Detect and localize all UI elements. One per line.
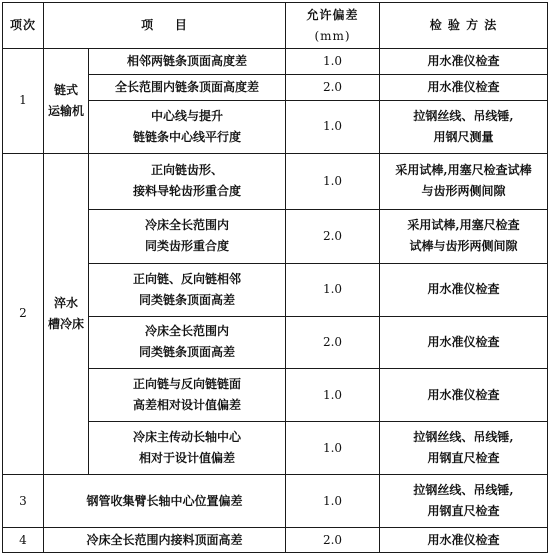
method-cell [380,209,548,263]
method-cell [380,49,548,75]
method-line: 用水准仪检查 [427,79,500,94]
item-line: 正向链、反向链相邻 [132,271,241,286]
subcategory-line: 链式 [53,82,78,97]
method-cell [380,369,548,422]
item-line: 冷床全长范围内接料顶面高差 [86,532,243,547]
header-item: 项 目 [44,3,286,49]
seq-cell: 2 [3,153,44,474]
tolerance-cell: 2.0 [286,74,380,100]
method-cell [380,475,548,528]
header-row [3,3,548,49]
method-cell [380,153,548,209]
method-cell [380,74,548,100]
method-line: 采用试棒,用塞尺检查 [407,218,520,233]
item-cell [89,209,286,263]
method-line: 用水准仪检查 [427,387,500,402]
item-line: 同类链条顶面高差 [138,345,235,360]
item-line: 冷床全长范围内 [144,324,229,339]
item-line: 钢管收集臂长轴中心位置偏差 [86,493,243,508]
tolerance-cell: 1.0 [286,369,380,422]
item-line: 接料导轮齿形重合度 [132,184,241,199]
method-line: 采用试棒,用塞尺检查试棒 [395,163,532,178]
tolerance-cell: 1.0 [286,153,380,209]
item-line: 相邻两链条顶面高度差 [126,53,247,68]
item-cell [89,74,286,100]
item-cell [89,422,286,475]
tolerance-cell: 1.0 [286,263,380,316]
tolerance-cell: 2.0 [286,316,380,369]
item-cell [89,369,286,422]
item-line: 相对于设计值偏差 [138,451,235,466]
table-body [3,49,548,553]
item-line: 同类链条顶面高差 [138,292,235,307]
item-cell [89,263,286,316]
item-line: 正向链齿形、 [150,163,223,178]
subcategory-line: 槽冷床 [47,316,84,331]
method-line: 用钢直尺检查 [427,451,500,466]
method-cell [380,316,548,369]
method-line: 用水准仪检查 [427,532,500,547]
item-cell [89,49,286,75]
table-row [3,49,548,75]
tolerance-cell: 1.0 [286,49,380,75]
method-cell [380,528,548,553]
item-cell [89,153,286,209]
seq-cell: 4 [3,528,44,553]
subcategory-line: 淬水 [53,295,78,310]
item-line: 正向链与反向链链面 [132,377,241,392]
header-seq: 项次 [3,3,44,49]
header-method: 检 验 方 法 [380,3,548,49]
method-line: 用水准仪检查 [427,334,500,349]
method-line: 拉钢丝线、吊线锤, [413,108,514,123]
method-line: 用水准仪检查 [427,282,500,297]
table-row [3,153,548,209]
inspection-table [2,2,548,553]
seq-cell: 3 [3,475,44,528]
tolerance-cell: 2.0 [286,528,380,553]
seq-cell: 1 [3,49,44,154]
header-tolerance [286,3,380,49]
item-line: 冷床主传动长轴中心 [132,430,241,445]
tolerance-cell: 2.0 [286,209,380,263]
tolerance-cell: 1.0 [286,475,380,528]
item-line: 同类齿形重合度 [144,239,229,254]
item-line: 高差相对设计值偏差 [132,398,241,413]
tolerance-cell: 1.0 [286,100,380,153]
item-cell [89,100,286,153]
method-cell [380,100,548,153]
method-cell [380,422,548,475]
subcategory-cell [44,153,89,474]
table-row [3,528,548,553]
item-cell [44,528,286,553]
method-line: 拉钢丝线、吊线锤, [413,430,514,445]
item-cell [44,475,286,528]
subcategory-line: 运输机 [47,103,84,118]
item-line: 链链条中心线平行度 [132,129,241,144]
method-cell [380,263,548,316]
method-line: 与齿形两侧间隙 [421,184,506,199]
item-line: 冷床全长范围内 [144,218,229,233]
tolerance-cell: 1.0 [286,422,380,475]
method-line: 用钢尺测量 [433,129,494,144]
header-tolerance-unit: (mm) [314,28,351,43]
method-line: 用水准仪检查 [427,53,500,68]
item-line: 中心线与提升 [150,108,223,123]
method-line: 拉钢丝线、吊线锤, [413,483,514,498]
table-row [3,475,548,528]
subcategory-cell [44,49,89,154]
item-line: 全长范围内链条顶面高度差 [114,79,259,94]
method-line: 用钢直尺检查 [427,504,500,519]
header-tolerance-label: 允许偏差 [306,7,359,22]
method-line: 试棒与齿形两侧间隙 [409,239,518,254]
item-cell [89,316,286,369]
